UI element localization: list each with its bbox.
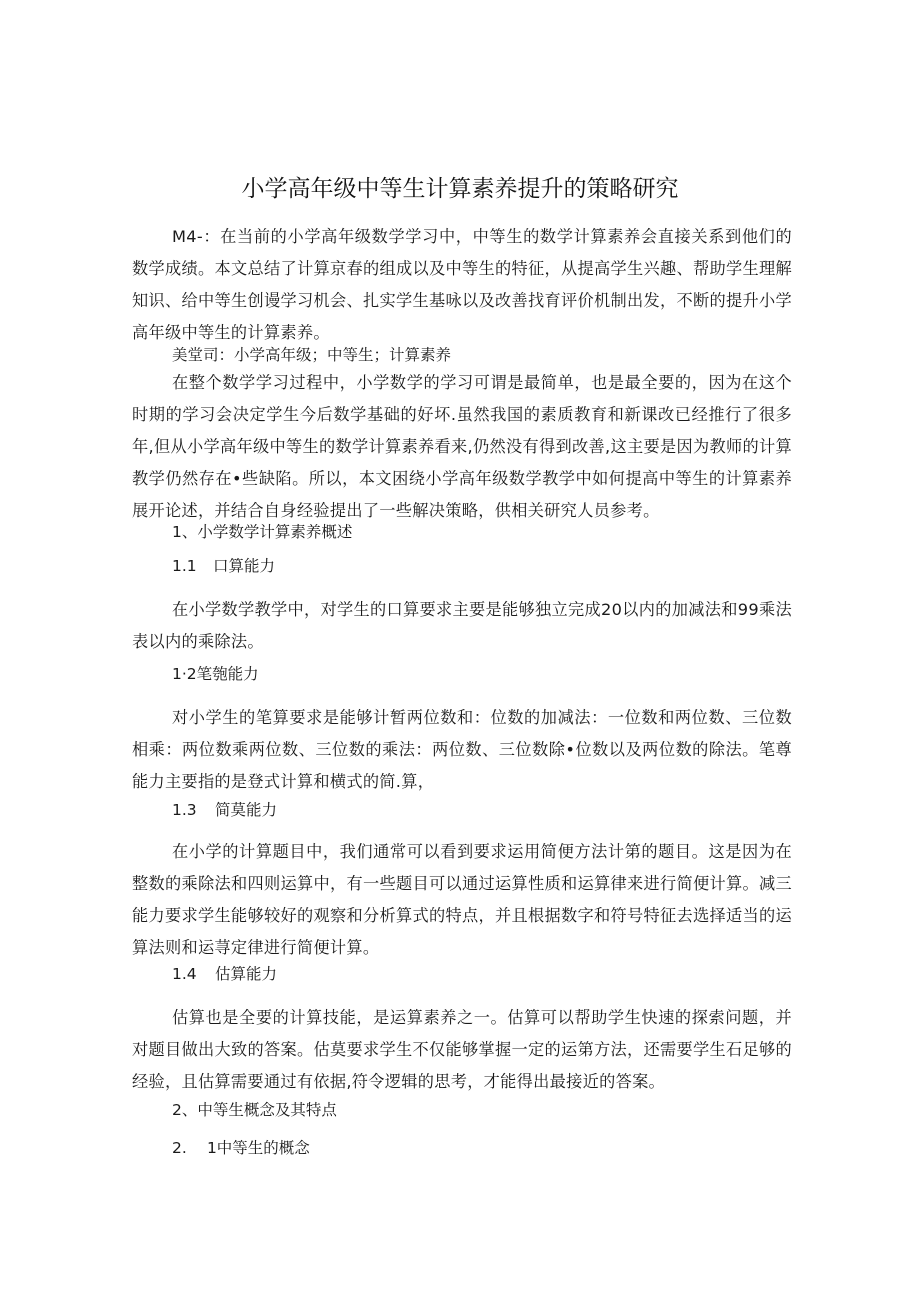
page-title: 小学高年级中等生计算素养提升的策略研究 <box>241 176 679 202</box>
section-2-heading: 2、中等生概念及其特点 <box>172 1101 337 1119</box>
keywords-line: 美堂司：小学高年级；中等生；计算素养 <box>172 346 452 364</box>
section-1-heading: 1、小学数学计算素养概述 <box>172 523 353 541</box>
intro-paragraph: 在整个数学学习过程中，小学数学的学习可谓是最简单，也是最全要的，因为在这个时期的学习会决定学生今后数学基础的好坏.虽然我国的素质教育和新课改已经推行了很多年,但从小学高年级中等生的数学计算素养看来,仍然没有得到改善,这主要是因为教师的计算教学仍然存在•些缺陷。所以，本文困绕小学高年级数学教学中如何提高中等生的计算素养展开论述，并结合自身经验提出了一些解决策略，供相关研究人员参考。 <box>132 373 792 520</box>
section-1-3-title: 简莫能力 <box>214 801 277 819</box>
abstract-paragraph: M4-：在当前的小学高年级数学学习中，中等生的数学计算素养会直接关系到他们的数学成绩。本文总结了计算京春的组成以及中等生的特征，从提高学生兴趣、帮助学生理解知识、给中等生创谩学习机会、扎实学生基咏以及改善找育评价机制出发，不断的提升小学高年级中等生的计算素养。 <box>132 227 792 342</box>
section-2-1-heading <box>172 1132 310 1164</box>
section-1-1-paragraph: 在小学数学教学中，对学生的口算要求主要是能够独立完成20以内的加减法和99乘法表以内的乘除法。 <box>132 600 792 651</box>
section-1-4-title: 估算能力 <box>214 965 277 983</box>
section-1-4-number: 1.4 <box>172 965 197 983</box>
section-1-2-heading: 1·2笔匏能力 <box>172 665 259 683</box>
section-1-1-heading <box>172 550 275 582</box>
section-1-3-paragraph: 在小学的计算题目中，我们通常可以看到要求运用简便方法计第的题目。这是因为在整数的乘除法和四则运算中，有一些题目可以通过运算性质和运算律来进行简便计算。减三能力要求学生能够较好的观察和分析算式的特点，并且根据数字和符号特征去选择适当的运算法则和运荨定律进行简便计算。 <box>132 842 792 957</box>
section-1-1-title: 口算能力 <box>212 557 275 575</box>
section-2-1-number: 2. <box>172 1139 187 1157</box>
section-1-2-paragraph: 对小学生的笔算要求是能够计暂两位数和：位数的加减法：一位数和两位数、三位数相乘：两位数乘两位数、三位数的乘法：两位数、三位数除•位数以及两位数的除法。笔尊能力主要指的是登式计算和横式的简.算， <box>132 708 792 791</box>
section-1-1-number: 1.1 <box>172 557 197 575</box>
section-2-1-title: 1中等生的概念 <box>206 1139 310 1157</box>
section-1-3-heading <box>172 794 277 826</box>
section-1-4-paragraph: 估算也是全要的计算技能，是运算素养之一。估算可以帮助学生快速的探索问题，并对题目做出大致的答案。估莫要求学生不仅能够掌握一定的运第方法，还需要学生石足够的经验，且估算需要通过有依据,符令逻辑的思考，才能得出最接近的答案。 <box>132 1008 792 1091</box>
section-1-4-heading <box>172 958 277 990</box>
section-1-3-number: 1.3 <box>172 801 197 819</box>
